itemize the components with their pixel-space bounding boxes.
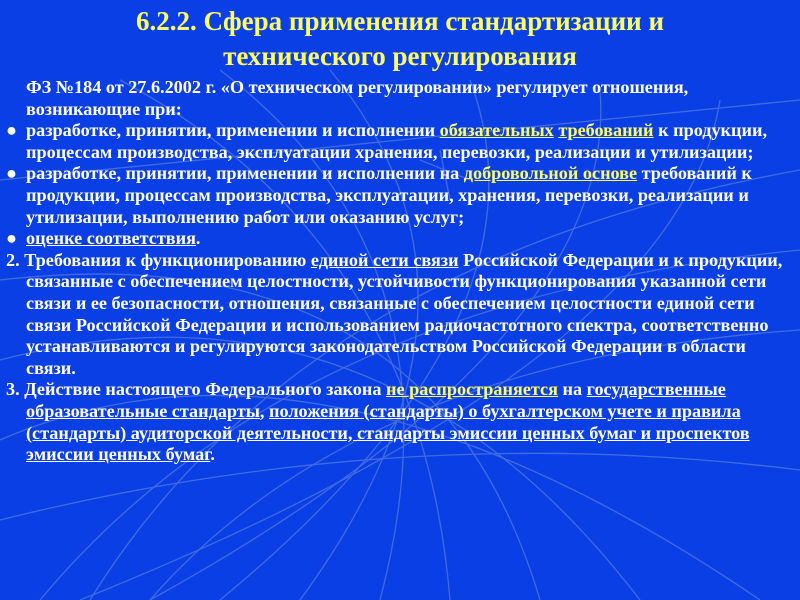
slide-body xyxy=(6,77,796,466)
link-unified-communication-network[interactable]: единой сети связи xyxy=(310,249,459,270)
bullet-2-text-before: разработке, принятии, применении и исполнении на xyxy=(26,163,464,184)
link-conformity-assessment[interactable]: оценке соответствия xyxy=(26,228,196,249)
link-voluntary-basis[interactable]: добровольной основе xyxy=(463,163,638,184)
slide-title-line-1: 6.2.2. Сфера применения стандартизации и xyxy=(135,6,665,36)
link-does-not-apply[interactable]: не распространяется xyxy=(386,379,558,400)
bullet-2-text-after: требований к продукции, процессам производства, эксплуатации, хранения, перевозки, реализации и утилизации, выполнению работ или оказанию услуг; xyxy=(26,163,752,227)
item-2-paragraph xyxy=(6,250,796,380)
slide-title xyxy=(0,4,800,74)
item-3-separator: , xyxy=(259,400,270,421)
bullet-icon: ● xyxy=(6,120,17,141)
link-requirements[interactable]: требований xyxy=(558,120,654,141)
bullet-1-text-after: к продукции, процессам производства, эксплуатации хранения, перевозки, реализации и утилизации; xyxy=(26,120,768,162)
bullet-1-text-before: разработке, принятии, применении и исполнении xyxy=(26,120,440,141)
bullet-icon: ● xyxy=(6,228,17,249)
item-2-text-after: Российской Федерации и к продукции, связанные с обеспечением целостности, устойчивости функционирования указанной сети связи и ее безопасности, отношения, связанные с обеспечением целостности единой сети связи Российской Федерации и использованием радиочастотного спектра, соответственно устанавливаются и регулируются законодательством Российской Федерации в области связи. xyxy=(26,249,783,378)
item-3-text-end: . xyxy=(210,444,215,465)
item-2-text-before: 2. Требования к функционированию xyxy=(6,249,311,270)
item-3-text-before: 3. Действие настоящего Федерального закона xyxy=(6,379,386,400)
bullet-icon: ● xyxy=(6,163,17,184)
link-accounting-audit-standards[interactable]: положения (стандарты) о бухгалтерском учете и правила (стандарты) аудиторской деятельности, стандарты эмиссии ценных бумаг и проспектов эмиссии ценных бумаг xyxy=(26,400,750,465)
bullet-item-1 xyxy=(6,120,796,163)
item-3-paragraph xyxy=(6,379,796,465)
link-mandatory[interactable]: обязательных xyxy=(439,120,554,141)
link-educational-standards[interactable]: государственные образовательные стандарты xyxy=(26,379,726,421)
bullet-item-3 xyxy=(6,228,796,250)
intro-paragraph xyxy=(6,77,796,120)
bullet-item-2 xyxy=(6,163,796,228)
bullet-3-text-after: . xyxy=(195,228,201,249)
intro-text: ФЗ №184 от 27.6.2002 г. «О техническом регулировании» регулирует отношения, возникающие при: xyxy=(26,77,689,119)
item-3-text-mid: на xyxy=(557,379,587,400)
slide-title-line-2: технического регулирования xyxy=(223,41,577,71)
